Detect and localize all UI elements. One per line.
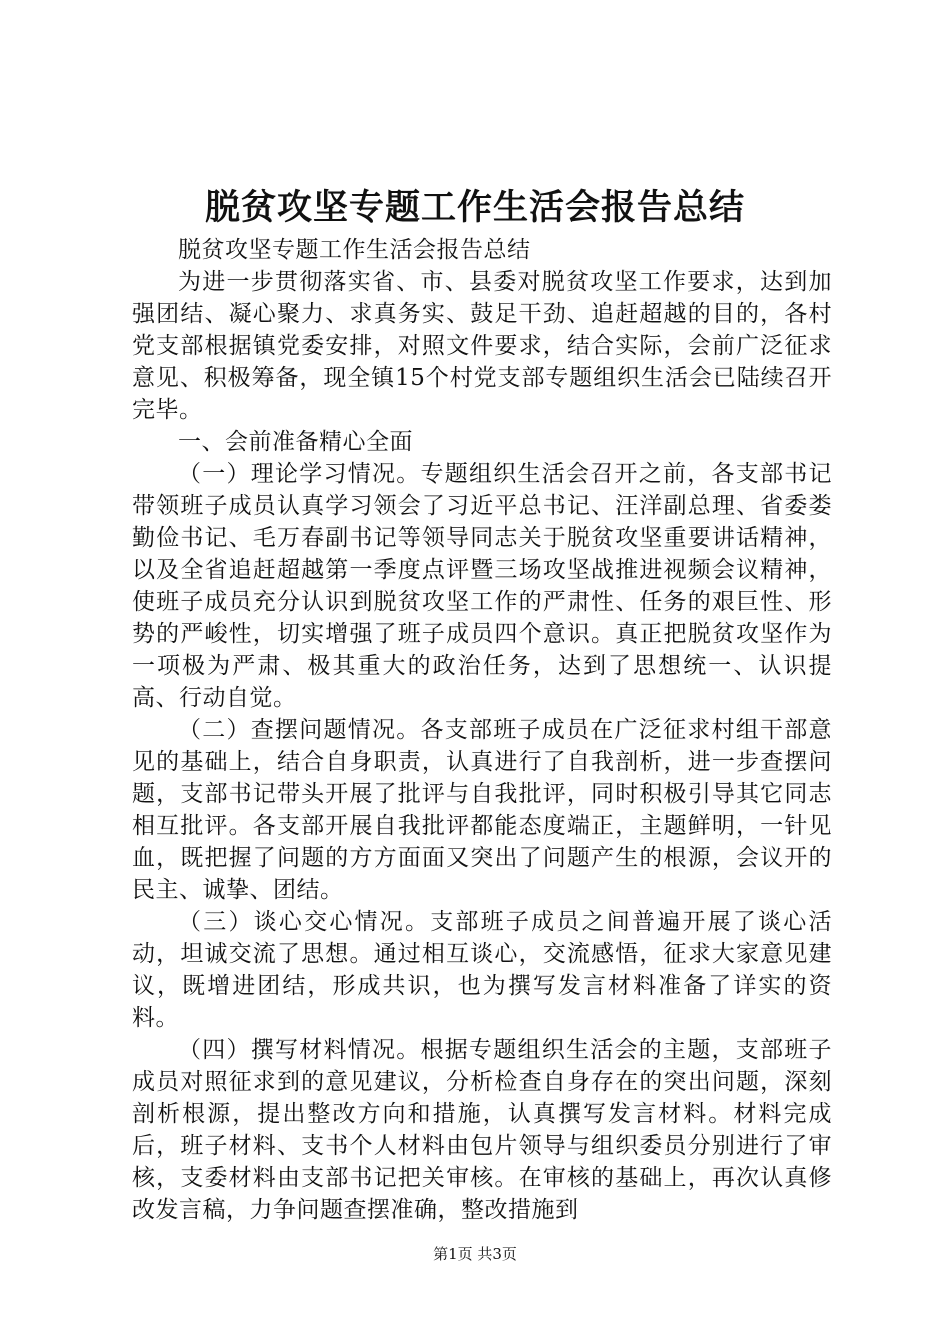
paragraph-subtitle: 脱贫攻坚专题工作生活会报告总结 bbox=[178, 237, 531, 263]
section-heading-1: 一、会前准备精心全面 bbox=[178, 429, 413, 455]
paragraph-theory-study: （一）理论学习情况。专题组织生活会召开之前，各支部书记带领班子成员认真学习领会了习近平总书记、汪洋副总理、省委娄勤俭书记、毛万春副书记等领导同志关于脱贫攻坚重要讲话精神，以及全省追赶超越第一季度点评暨三场攻坚战推进视频会议精神，使班子成员充分认识到脱贫攻坚工作的严肃性、任务的艰巨性、形势的严峻性，切实增强了班子成员四个意识。真正把脱贫攻坚作为一项极为严肃、极其重大的政治任务，达到了思想统一、认识提高、行动自觉。 bbox=[132, 461, 832, 711]
page-number-footer: 第1页 共3页 bbox=[433, 1245, 517, 1263]
document-body bbox=[132, 234, 832, 1226]
paragraph-intro: 为进一步贯彻落实省、市、县委对脱贫攻坚工作要求，达到加强团结、凝心聚力、求真务实、鼓足干劲、追赶超越的目的，各村党支部根据镇党委安排，对照文件要求，结合实际，会前广泛征求意见、积极筹备，现全镇15个村党支部专题组织生活会已陆续召开完毕。 bbox=[132, 269, 832, 423]
paragraph-heart-talk: （三）谈心交心情况。支部班子成员之间普遍开展了谈心活动，坦诚交流了思想。通过相互谈心，交流感悟，征求大家意见建议，既增进团结，形成共识，也为撰写发言材料准备了详实的资料。 bbox=[132, 909, 832, 1031]
paragraph-problem-check: （二）查摆问题情况。各支部班子成员在广泛征求村组干部意见的基础上，结合自身职责，认真进行了自我剖析，进一步查摆问题，支部书记带头开展了批评与自我批评，同时积极引导其它同志相互批评。各支部开展自我批评都能态度端正，主题鲜明，一针见血，既把握了问题的方方面面又突出了问题产生的根源，会议开的民主、诚挚、团结。 bbox=[132, 717, 832, 903]
document-title: 脱贫攻坚专题工作生活会报告总结 bbox=[204, 187, 745, 228]
paragraph-writing-materials: （四）撰写材料情况。根据专题组织生活会的主题，支部班子成员对照征求到的意见建议，分析检查自身存在的突出问题，深刻剖析根源，提出整改方向和措施，认真撰写发言材料。材料完成后，班子材料、支书个人材料由包片领导与组织委员分别进行了审核，支委材料由支部书记把关审核。在审核的基础上，再次认真修改发言稿，力争问题查摆准确，整改措施到 bbox=[132, 1037, 832, 1223]
